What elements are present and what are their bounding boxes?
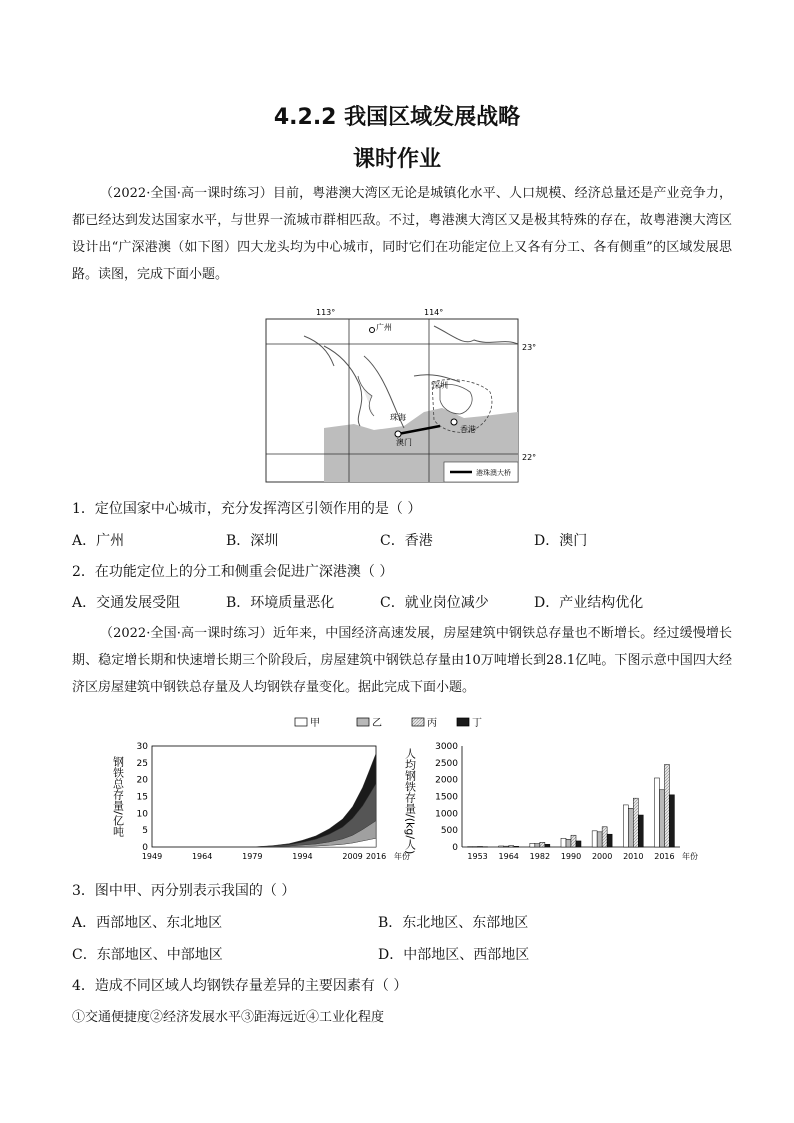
bar-y-tick-label: 500 [440, 826, 458, 837]
lon-label-113: 113° [316, 308, 336, 317]
page-subtitle: 课时作业 [352, 147, 441, 172]
q1-stem: 1．定位国家中心城市，充分发挥湾区引领作用的是（ ） [72, 501, 422, 517]
bar-2010-丁 [638, 815, 643, 847]
bar-1990-甲 [561, 838, 566, 847]
q2-stem: 2．在功能定位上的分工和侧重会促进广深港澳（ ） [72, 564, 394, 580]
bar-y-axis-label: 人均钢铁存量/(kg/人) [403, 748, 417, 855]
area-x-axis-label: 年份 [394, 852, 410, 861]
bar-x-axis-label: 年份 [682, 852, 698, 861]
city-label-shenzhen: 深圳 [432, 381, 448, 390]
bar-2000-丁 [607, 834, 612, 847]
q3-option-b[interactable]: B．东北地区、东部地区 [378, 915, 529, 931]
lat-label-23: 23° [522, 343, 537, 352]
bar-2016-甲 [654, 778, 659, 847]
bar-y-tick-label: 1000 [435, 809, 458, 820]
steel-charts [110, 712, 700, 872]
bar-2000-甲 [592, 831, 597, 847]
area-y-tick-label: 10 [136, 809, 148, 820]
bar-1964-丙 [509, 846, 514, 847]
intro-paragraph-2: （2022·全国·高一课时练习）近年来，中国经济高速发展，房屋建筑中钢铁总存量也不断增长。经过缓慢增长期、稳定增长期和快速增长期三个阶段后，房屋建筑中钢铁总存量由10万吨增长到28.1亿吨。下图示意中国四大经济区房屋建筑中钢铁总存量及人均钢铁存量变化。据此完成下面小题。 [72, 626, 732, 695]
city-marker [370, 328, 375, 333]
area-y-tick-label: 15 [136, 792, 148, 803]
legend-label-4: 丁 [472, 718, 482, 729]
legend-bridge-label: 港珠澳大桥 [476, 469, 511, 477]
q2-option-a[interactable]: A．交通发展受阻 [72, 595, 181, 611]
bar-x-tick-label: 2000 [591, 852, 613, 861]
bar-x-tick-label: 2010 [623, 852, 644, 861]
bar-1990-丙 [571, 835, 576, 847]
bar-2016-乙 [659, 790, 664, 847]
bar-1964-乙 [504, 846, 509, 847]
q4-stem: 4．造成不同区域人均钢铁存量差异的主要因素有（ ） [72, 978, 408, 994]
bar-x-tick-label: 1982 [529, 852, 551, 861]
intro-paragraph-1: （2022·全国·高一课时练习）目前，粤港澳大湾区无论是城镇化水平、人口规模、经济总量还是产业竞争力，都已经达到发达国家水平，与世界一流城市群相匹敌。不过，粤港澳大湾区又是极其特殊的存在，故粤港澳大湾区设计出“广深港澳（如下图）四大龙头均为中心城市，同时它们在功能定位上又各有分工、各有侧重”的区域发展思路。读图，完成下面小题。 [72, 186, 732, 282]
q3-option-a[interactable]: A．西部地区、东北地区 [72, 915, 223, 931]
bar-x-tick-label: 2016 [654, 852, 675, 861]
q2-option-b[interactable]: B．环境质量恶化 [226, 595, 335, 611]
bar-y-tick-label: 1500 [435, 792, 458, 803]
area-y-tick-label: 5 [142, 826, 148, 837]
bar-2010-甲 [623, 805, 628, 847]
city-label-macau: 澳门 [396, 438, 412, 447]
q3-option-c[interactable]: C．东部地区、中部地区 [72, 947, 223, 963]
area-x-tick-label: 1994 [292, 852, 313, 861]
bar-2010-丙 [633, 798, 638, 847]
bar-2016-丙 [664, 765, 669, 847]
bar-2016-丁 [669, 795, 674, 847]
area-x-tick-label: 1979 [242, 852, 263, 861]
area-y-tick-label: 25 [136, 758, 148, 769]
q4-items: ①交通便捷度②经济发展水平③距海远近④工业化程度 [72, 1010, 385, 1025]
q1-option-c[interactable]: C．香港 [380, 533, 433, 549]
q2-option-c[interactable]: C．就业岗位减少 [380, 595, 489, 611]
bar-x-tick-label: 1990 [560, 852, 582, 861]
area-y-tick-label: 20 [136, 775, 148, 786]
chart-legend [295, 717, 482, 729]
area-x-tick-label: 2016 [365, 852, 387, 861]
legend-swatch-1 [295, 718, 307, 726]
lon-label-114: 114° [424, 308, 444, 317]
legend-label-3: 丙 [427, 718, 437, 729]
bar-1953-丙 [478, 846, 483, 847]
q3-option-d[interactable]: D．中部地区、西部地区 [378, 947, 530, 963]
q3-stem: 3．图中甲、丙分别表示我国的（ ） [72, 883, 296, 899]
legend-swatch-4 [457, 718, 469, 726]
legend-label-2: 乙 [372, 718, 382, 729]
q1-option-b[interactable]: B．深圳 [226, 533, 279, 549]
city-label-hongkong: 香港 [460, 425, 476, 434]
area-y-axis-label: 钢铁总存量/亿吨 [111, 756, 125, 837]
q1-option-d[interactable]: D．澳门 [534, 533, 588, 549]
bar-1990-丁 [576, 841, 581, 847]
bar-2010-乙 [628, 808, 633, 847]
bar-1982-丙 [540, 842, 545, 847]
bar-2000-丙 [602, 827, 607, 847]
bar-1982-乙 [535, 844, 540, 847]
bar-y-tick-label: 2500 [435, 758, 458, 769]
bar-1990-乙 [566, 839, 571, 847]
city-marker [451, 419, 457, 425]
area-x-tick-label: 1964 [191, 852, 213, 861]
total-steel-area-chart [112, 742, 411, 861]
bar-2000-乙 [597, 832, 602, 847]
page-title: 4.2.2 我国区域发展战略 [273, 105, 521, 130]
q1-option-a[interactable]: A．广州 [72, 533, 125, 549]
bar-x-tick-label: 1953 [467, 852, 488, 861]
bar-1964-甲 [499, 846, 504, 847]
area-x-tick-label: 2009 [342, 852, 363, 861]
bar-1982-丁 [545, 844, 550, 847]
city-label-zhuhai: 珠海 [390, 413, 406, 422]
q2-option-d[interactable]: D．产业结构优化 [534, 595, 644, 611]
bar-y-tick-label: 3000 [435, 742, 458, 752]
city-marker [395, 431, 401, 437]
bar-x-tick-label: 1964 [498, 852, 519, 861]
city-label-guangzhou: 广州 [376, 323, 392, 332]
bar-y-tick-label: 0 [452, 843, 458, 853]
legend-swatch-2 [357, 718, 369, 726]
bar-1964-丁 [514, 846, 519, 847]
bar-y-tick-label: 2000 [435, 775, 458, 786]
area-y-tick-label: 30 [136, 742, 148, 752]
area-y-tick-label: 0 [142, 843, 148, 853]
legend-label-1: 甲 [310, 718, 320, 729]
legend-swatch-3 [412, 718, 424, 726]
per-capita-steel-bar-chart [404, 742, 699, 861]
bar-1982-甲 [530, 843, 535, 847]
bay-area-map [264, 308, 544, 486]
lat-label-22: 22° [522, 453, 537, 462]
area-x-tick-label: 1949 [141, 852, 163, 861]
